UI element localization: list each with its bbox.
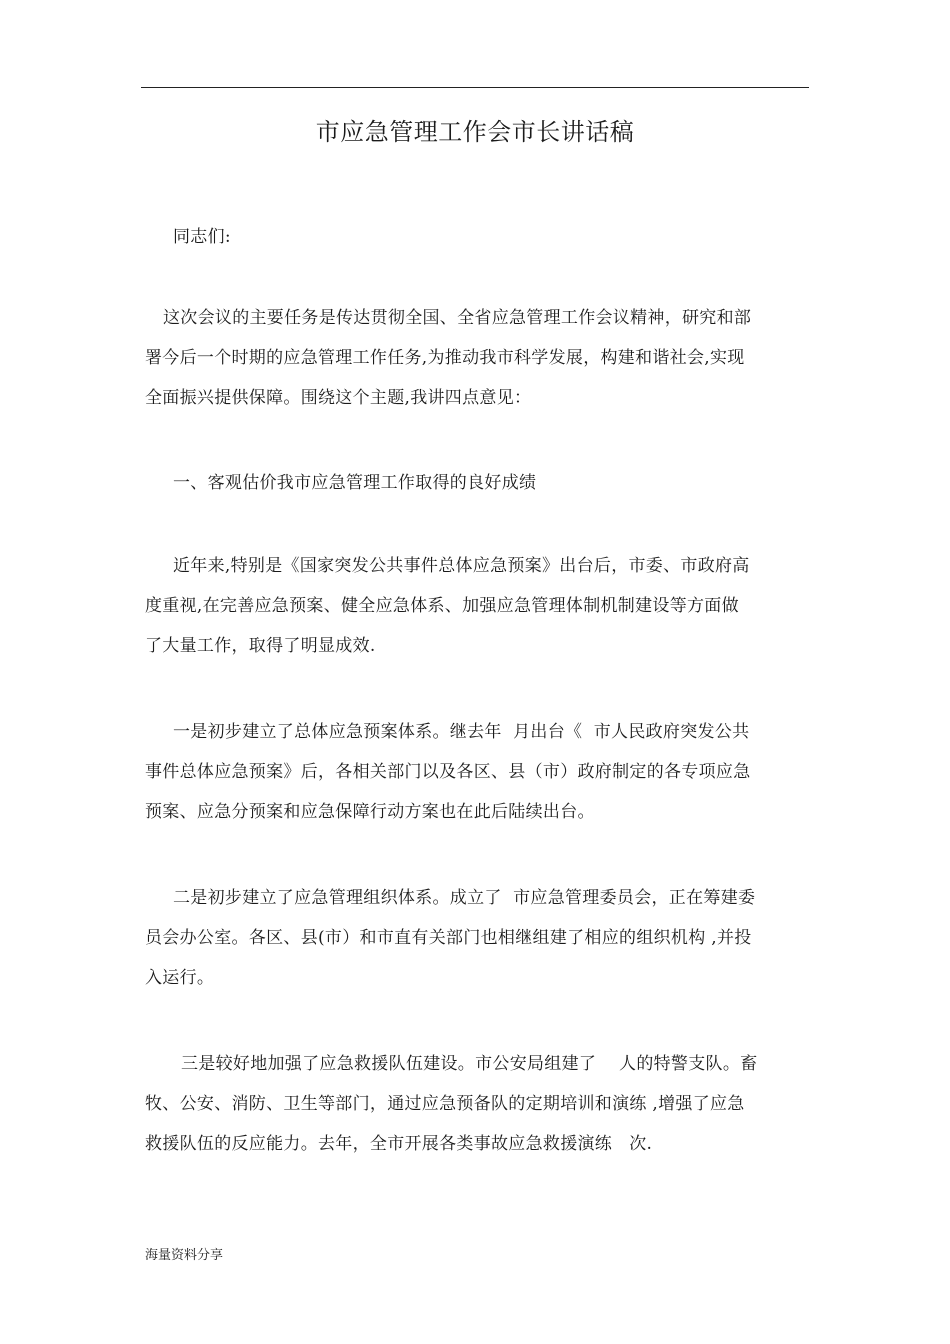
section-heading-1: [145, 463, 809, 503]
greeting: 同志们:: [173, 227, 231, 247]
paragraph-line: 入运行。: [145, 968, 215, 988]
paragraph-achievements: [145, 546, 809, 666]
paragraph-line: 近年来,特别是《国家突发公共事件总体应急预案》出台后，市委、市政府高: [173, 556, 750, 576]
header-rule: [141, 87, 809, 88]
paragraph-point-1: [145, 712, 809, 832]
paragraph-line: 全面振兴提供保障。围绕这个主题,我讲四点意见：: [145, 388, 532, 408]
paragraph-line: 预案、应急分预案和应急保障行动方案也在此后陆续出台。: [145, 802, 595, 822]
paragraph-line: 署今后一个时期的应急管理工作任务,为推动我市科学发展，构建和谐社会,实现: [145, 348, 745, 368]
paragraph-line: 三是较好地加强了应急救援队伍建设。市公安局组建了 人的特警支队。畜: [181, 1054, 758, 1074]
paragraph-line: 了大量工作，取得了明显成效.: [145, 636, 376, 656]
section-heading-text: 一、客观估价我市应急管理工作取得的良好成绩: [173, 473, 537, 493]
paragraph-line: 事件总体应急预案》后，各相关部门以及各区、县（市）政府制定的各专项应急: [145, 762, 751, 782]
paragraph-line: 这次会议的主要任务是传达贯彻全国、全省应急管理工作会议精神，研究和部: [163, 308, 752, 328]
paragraph-line: 救援队伍的反应能力。去年，全市开展各类事故应急救援演练 次.: [145, 1134, 653, 1154]
document-title: 市应急管理工作会市长讲话稿: [315, 118, 635, 146]
paragraph-line: 度重视,在完善应急预案、健全应急体系、加强应急管理体制机制建设等方面做: [145, 596, 739, 616]
paragraph-line: 员会办公室。各区、县(市）和市直有关部门也相继组建了相应的组织机构 ,并投: [145, 928, 752, 948]
paragraph-line: 一是初步建立了总体应急预案体系。继去年 月出台《 市人民政府突发公共: [173, 722, 750, 742]
paragraph-line: 二是初步建立了应急管理组织体系。成立了 市应急管理委员会，正在筹建委: [173, 888, 756, 908]
paragraph-line: 牧、公安、消防、卫生等部门，通过应急预备队的定期培训和演练 ,增强了应急: [145, 1094, 745, 1114]
paragraph-point-3: [145, 1044, 809, 1164]
page-footer: 海量资料分享: [145, 1248, 224, 1263]
paragraph-point-2: [145, 878, 809, 998]
paragraph-intro: [145, 298, 809, 418]
